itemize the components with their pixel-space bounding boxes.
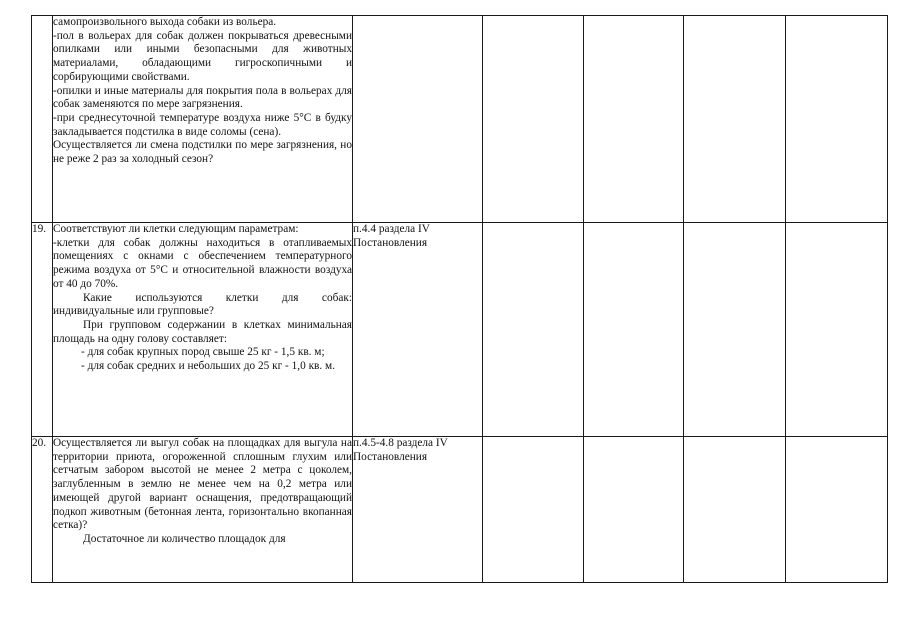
question-text: самопроизвольного выхода собаки из вольера.: [53, 16, 277, 28]
question-text: -опилки и иные материалы для покрытия пола в вольерах для собак заменяются по мере загрязнения.: [53, 84, 352, 111]
question-text: Соответствуют ли клетки следующим параметрам:: [53, 223, 299, 235]
question-text: -пол в вольерах для собак должен покрываться древесными опилками или иными безопасными для животных материалами, обладающими гигроскопичными и сорбирующими свойствами.: [53, 29, 352, 83]
question-cell: [53, 16, 353, 223]
table-row: [32, 223, 888, 437]
answer-cell: [483, 437, 584, 583]
question-text: -при среднесуточной температуре воздуха ниже 5°С в будку закладывается подстилка в виде соломы (сена).: [53, 111, 352, 138]
reference-text: Постановления: [353, 450, 428, 463]
question-text: Достаточное ли количество площадок для: [83, 532, 286, 545]
question-text: Осуществляется ли смена подстилки по мере загрязнения, но не реже 2 раз за холодный сезон?: [53, 139, 352, 166]
table-row: [32, 437, 888, 583]
reference-cell: [353, 16, 483, 223]
answer-cell: [786, 223, 888, 437]
question-text: Какие используются клетки для собак: индивидуальные или групповые?: [53, 291, 352, 318]
inspection-checklist-table: [31, 15, 888, 583]
answer-cell: [584, 16, 684, 223]
row-number: 20.: [32, 437, 53, 583]
row-number: [32, 16, 53, 223]
answer-cell: [786, 437, 888, 583]
reference-text: п.4.5-4.8 раздела IV: [353, 437, 448, 449]
question-cell: [53, 223, 353, 437]
reference-cell: [353, 437, 483, 583]
answer-cell: [684, 437, 786, 583]
reference-text: п.4.4 раздела IV: [353, 223, 430, 235]
answer-cell: [786, 16, 888, 223]
reference-text: Постановления: [353, 236, 428, 249]
answer-cell: [584, 437, 684, 583]
table-row: [32, 16, 888, 223]
question-cell: [53, 437, 353, 583]
question-text: - для собак средних и небольших до 25 кг - 1,0 кв. м.: [81, 360, 336, 373]
reference-cell: [353, 223, 483, 437]
row-number: 19.: [32, 223, 53, 437]
answer-cell: [584, 223, 684, 437]
answer-cell: [684, 223, 786, 437]
answer-cell: [483, 16, 584, 223]
question-text: При групповом содержании в клетках минимальная площадь на одну голову составляет:: [53, 318, 352, 345]
question-text: -клетки для собак должны находиться в отапливаемых помещениях с окнами с обеспечением температурного режима воздуха от 5°С и относительной влажности воздуха от 40 до 70%.: [53, 236, 352, 290]
question-text: - для собак крупных пород свыше 25 кг - 1,5 кв. м;: [81, 346, 325, 359]
answer-cell: [483, 223, 584, 437]
answer-cell: [684, 16, 786, 223]
question-text: Осуществляется ли выгул собак на площадках для выгула на территории приюта, огороженной сплошным глухим или сетчатым забором высотой не менее 2 метра с цоколем, заглубленным в землю не менее чем на 0,2 метра или имеющей другой вариант оснащения, предотвращающий подкоп животным (бетонная лента, горизонтально вкопанная сетка)?: [53, 437, 352, 532]
